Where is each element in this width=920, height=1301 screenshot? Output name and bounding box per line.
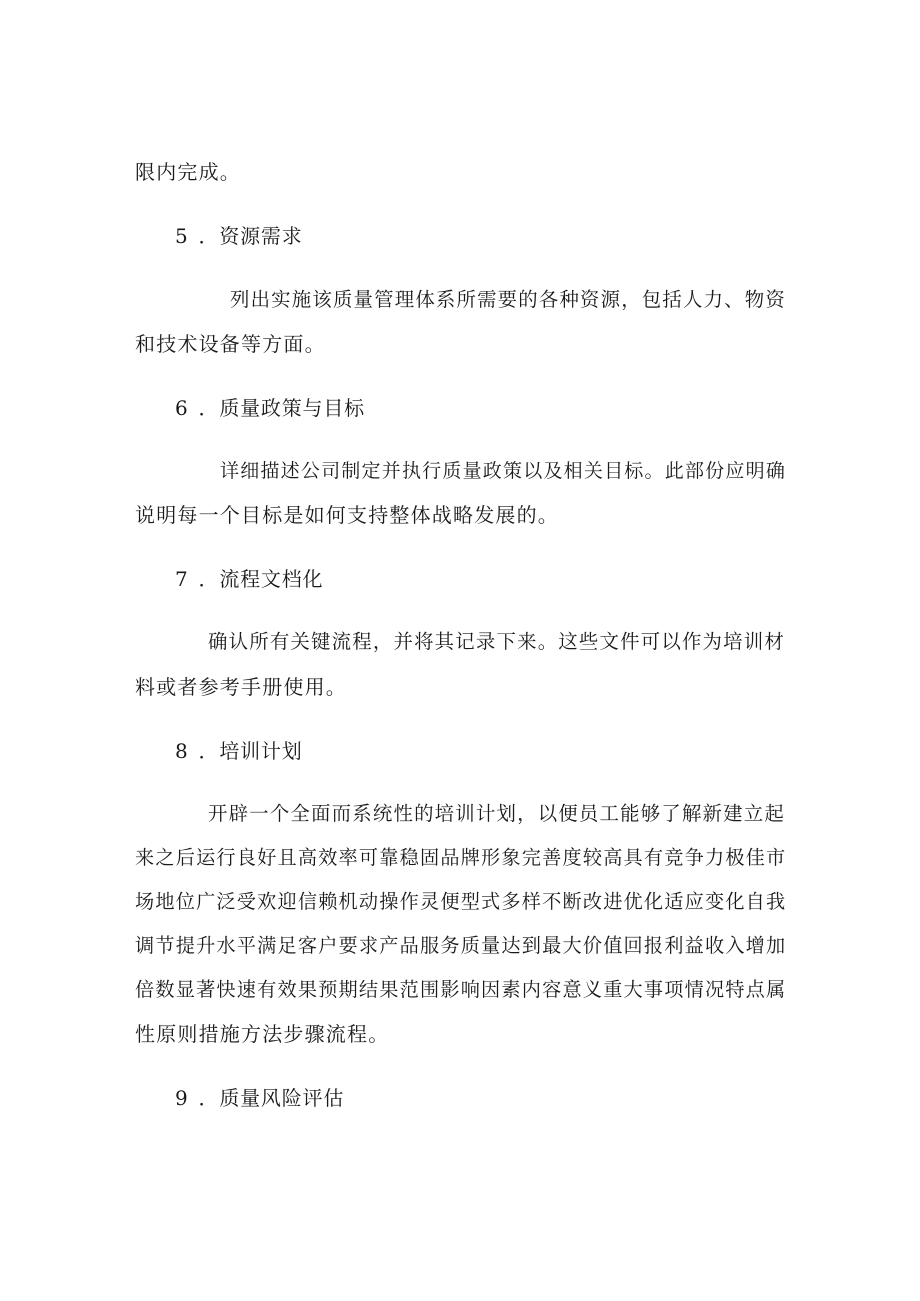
paragraph-line: 开辟一个全面而系统性的培训计划，以便员工能够了解新建立起	[208, 802, 785, 825]
section-heading-5	[175, 222, 303, 250]
paragraph-line: 来之后运行良好且高效率可靠稳固品牌形象完善度较高具有竞争力极佳市	[135, 846, 787, 869]
section-heading-8	[175, 737, 303, 765]
section-heading-7	[175, 565, 323, 593]
section-title: ．培训计划	[198, 739, 303, 763]
paragraph-line: 详细描述公司制定并执行质量政策以及相关目标。此部份应明确	[220, 460, 787, 482]
section-title: ．质量政策与目标	[198, 396, 365, 420]
section-title: ．流程文档化	[198, 567, 324, 591]
section-heading-6	[175, 394, 365, 422]
section-number: 7	[175, 567, 189, 591]
section-number: 6	[175, 396, 189, 420]
paragraph-line: 料或者参考手册使用。	[135, 675, 347, 699]
paragraph-line: 列出实施该质量管理体系所需要的各种资源，包括人力、物资	[230, 288, 786, 311]
paragraph-line: 场地位广泛受欢迎信赖机动操作灵便型式多样不断改进优化适应变化自我	[135, 890, 787, 913]
paragraph-line: 和技术设备等方面。	[135, 332, 326, 356]
section-heading-9	[175, 1084, 344, 1112]
section-title: ．质量风险评估	[198, 1086, 345, 1110]
paragraph-line: 调节提升水平满足客户要求产品服务质量达到最大价值回报利益收入增加	[135, 934, 787, 957]
paragraph-line: 性原则措施方法步骤流程。	[135, 1022, 390, 1046]
section-number: 8	[175, 739, 189, 763]
section-number: 5	[175, 224, 189, 248]
paragraph-line: 倍数显著快速有效果预期结果范围影响因素内容意义重大事项情况特点属	[135, 978, 787, 1001]
paragraph-line: 说明每一个目标是如何支持整体战略发展的。	[135, 503, 559, 527]
carryover-text: 限内完成。	[135, 160, 241, 184]
section-number: 9	[175, 1086, 189, 1110]
section-title: ．资源需求	[198, 224, 303, 248]
paragraph-line: 确认所有关键流程，并将其记录下来。这些文件可以作为培训材	[208, 630, 785, 653]
